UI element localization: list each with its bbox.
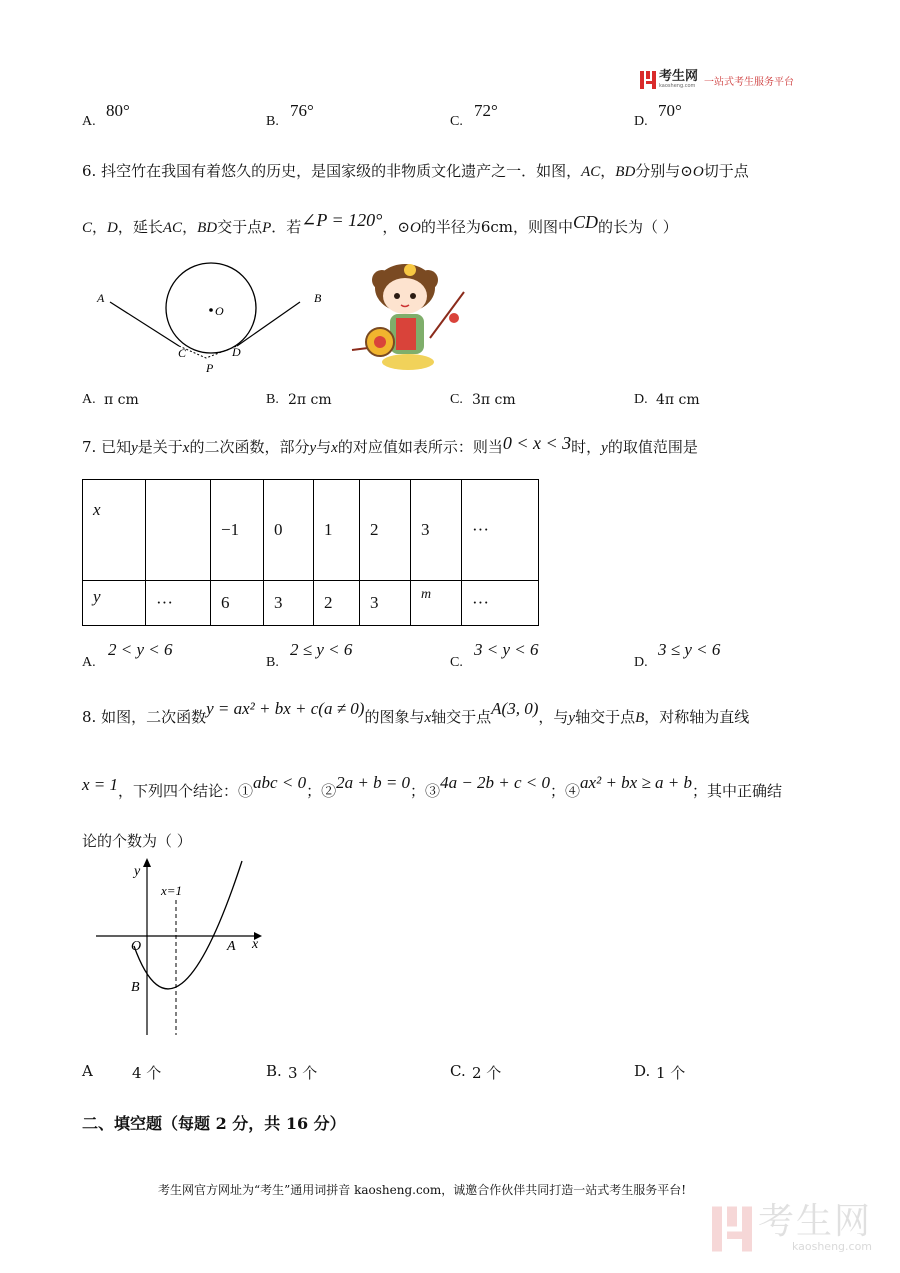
- table-cell: y: [83, 581, 146, 626]
- q8-fig-axis: x=1: [161, 883, 183, 898]
- table-cell: 3: [360, 581, 411, 626]
- q7-text-5: 的对应值如表所示：则当: [337, 438, 503, 456]
- q8-fig-b: B: [131, 980, 140, 995]
- table-cell: x: [83, 480, 146, 581]
- table-cell: ···: [462, 480, 539, 581]
- q6-line-bd: [237, 302, 300, 346]
- q8-text-1: 8. 如图，二次函数: [82, 708, 207, 726]
- q7-condition: 0 < x < 3: [502, 433, 572, 453]
- q7-text-3: 的二次函数，部分: [189, 438, 310, 456]
- q7-text-7: 的取值范围是: [607, 438, 698, 456]
- q6-p: P: [262, 220, 272, 236]
- q8-text-7: ，下列四个结论：①: [118, 782, 254, 800]
- q5-option-b-value: 76°: [290, 101, 314, 120]
- table-cell: m: [411, 581, 462, 626]
- q8-option-d-label: D.: [634, 1062, 651, 1080]
- q6-label-c: C: [178, 346, 187, 360]
- q8-text-11: ；其中正确结: [692, 782, 783, 800]
- q6-label-d: D: [232, 345, 241, 359]
- q6-text-5: 交于点: [217, 218, 263, 236]
- q5-option-c-value: 72°: [474, 101, 498, 120]
- table-cell: ···: [462, 581, 539, 626]
- q7-text-4: 与: [316, 438, 332, 456]
- q6-text-4: ，延长: [117, 218, 163, 236]
- table-cell: 6: [211, 581, 264, 626]
- q6-c: C: [82, 220, 93, 236]
- q6-angle: ∠P = 120°: [301, 210, 383, 230]
- watermark-brand: 考生网: [758, 1201, 873, 1242]
- kongzhu-girl-illustration: [350, 258, 468, 376]
- header-brand: 考生网: [659, 69, 699, 84]
- watermark-logo-icon: [712, 1206, 752, 1252]
- q6-bd-2: BD: [197, 220, 218, 236]
- q8-line3: 论的个数为（ ）: [82, 832, 192, 850]
- q6-option-a-label: A.: [82, 392, 96, 407]
- q8-line2: [82, 773, 783, 801]
- q7-y-3: y: [601, 440, 608, 456]
- q8-text-9: ；③: [410, 782, 441, 800]
- q7-option-b-value: 2 ≤ y < 6: [290, 640, 353, 659]
- q6-text-1: 6. 抖空竹在我国有着悠久的历史，是国家级的非物质文化遗产之一．如图，: [82, 162, 582, 180]
- watermark-url: kaosheng.com: [791, 1240, 873, 1253]
- q7-x-2: x: [331, 440, 338, 456]
- watermark: [712, 1201, 873, 1253]
- q6-ac-2: AC: [162, 220, 183, 236]
- q8-text-10: ；④: [550, 782, 581, 800]
- q6-text-9: 的长为（ ）: [598, 218, 678, 236]
- q5-option-c-label: C.: [450, 114, 463, 129]
- q7-stem: [82, 433, 698, 457]
- q5-option-d-label: D.: [634, 114, 648, 129]
- table-cell: ···: [146, 581, 211, 626]
- q6-option-c-label: C.: [450, 392, 463, 407]
- q7-text-1: 7. 已知: [82, 438, 132, 456]
- table-row: [83, 581, 539, 626]
- q6-text-6: ．若: [271, 218, 302, 236]
- header-url: kaosheng.com: [659, 83, 696, 89]
- q8-option-b-value: 3 个: [288, 1064, 318, 1082]
- q8-fig-a: A: [227, 939, 236, 954]
- q6-text-2: 分别与⊙: [635, 162, 693, 180]
- q8-b: B: [635, 710, 645, 726]
- q8-text-6: ，对称轴为直线: [644, 708, 750, 726]
- q5-option-d-value: 70°: [658, 101, 682, 120]
- q8-option-a-value: 4 个: [132, 1064, 162, 1082]
- q8-option-d-value: 1 个: [656, 1064, 686, 1082]
- q6-bd: BD: [615, 164, 636, 180]
- q8-text-4: ，与: [538, 708, 569, 726]
- q6-option-c-value: 3π cm: [472, 392, 516, 408]
- table-row: [83, 480, 539, 581]
- q7-option-b-label: B.: [266, 655, 279, 670]
- q6-text-8: 的半径为6cm，则图中: [420, 218, 573, 236]
- q7-option-d-label: D.: [634, 655, 648, 670]
- q8-parabola: [134, 861, 242, 989]
- q6-figure: [92, 262, 332, 378]
- q5-option-a-label: A.: [82, 114, 96, 129]
- q7-option-c-value: 3 < y < 6: [474, 640, 539, 659]
- q7-option-c-label: C.: [450, 655, 463, 670]
- q7-y: y: [131, 440, 138, 456]
- table-cell: 3: [411, 480, 462, 581]
- table-cell: −1: [211, 480, 264, 581]
- q7-x: x: [182, 440, 190, 456]
- q7-y-2: y: [309, 440, 317, 456]
- q6-sep-1: ，: [92, 218, 108, 236]
- q6-option-a-value: π cm: [104, 392, 139, 408]
- table-cell: 0: [264, 480, 314, 581]
- q8-text-3: 轴交于点: [431, 708, 492, 726]
- header-logo: [640, 71, 794, 89]
- q8-y: y: [568, 710, 576, 726]
- q6-option-b-label: B.: [266, 392, 279, 407]
- q7-text-6: 时，: [571, 438, 602, 456]
- q7-option-a-value: 2 < y < 6: [108, 640, 173, 659]
- q8-y-arrow-icon: [143, 858, 151, 867]
- q6-arc-text: CD: [572, 212, 598, 232]
- q8-axis: x = 1: [82, 775, 119, 794]
- q6-label-p: P: [206, 361, 214, 375]
- q6-arc-cd: [573, 212, 598, 232]
- q6-d: D: [107, 220, 118, 236]
- q6-center-dot: [209, 308, 213, 312]
- q6-circle: [166, 263, 256, 353]
- q6-text-7: ，⊙: [382, 218, 410, 236]
- q8-text-5: 轴交于点: [575, 708, 636, 726]
- q8-function: y = ax² + bx + c(a ≠ 0): [206, 699, 365, 718]
- table-cell: [146, 480, 211, 581]
- q8-text-2: 的图象与: [364, 708, 425, 726]
- q6-sep-2: ，: [182, 218, 198, 236]
- q8-option-c-value: 2 个: [472, 1064, 502, 1082]
- q8-conclusion-4: ax² + bx ≥ a + b: [580, 773, 693, 792]
- q6-label-b: B: [314, 291, 322, 305]
- q6-dashed-ext: [179, 346, 237, 358]
- q7-text-2: 是关于: [137, 438, 183, 456]
- q8-line1: [82, 699, 750, 727]
- q8-conclusion-2: 2a + b = 0: [336, 773, 411, 792]
- q8-option-c-label: C.: [450, 1062, 466, 1080]
- q8-option-b-label: B.: [266, 1062, 282, 1080]
- q6-o: O: [692, 164, 704, 180]
- q8-conclusion-1: abc < 0: [253, 773, 307, 792]
- q8-fig-y: y: [134, 864, 141, 879]
- table-cell: 2: [314, 581, 360, 626]
- q8-point-a: A(3, 0): [491, 699, 539, 718]
- q6-label-o: O: [215, 304, 224, 318]
- q5-option-a-value: 80°: [106, 101, 130, 120]
- q7-option-a-label: A.: [82, 655, 96, 670]
- q6-option-b-value: 2π cm: [288, 392, 332, 408]
- q8-graph: [90, 855, 270, 1040]
- table-cell: 3: [264, 581, 314, 626]
- table-cell: 1: [314, 480, 360, 581]
- q8-fig-o: O: [131, 939, 142, 954]
- q6-option-d-label: D.: [634, 392, 648, 407]
- q7-table: [82, 479, 539, 626]
- header-slogan: 一站式考生服务平台: [704, 76, 795, 88]
- q6-option-d-value: 4π cm: [656, 392, 700, 408]
- q6-text-3: 切于点: [703, 162, 749, 180]
- q6-o-2: O: [409, 220, 421, 236]
- q6-label-a: A: [97, 291, 105, 305]
- kaosheng-logo-icon: [640, 71, 656, 89]
- q8-fig-x: x: [252, 937, 259, 952]
- q5-option-b-label: B.: [266, 114, 279, 129]
- table-cell: 2: [360, 480, 411, 581]
- q6-line2: [82, 210, 678, 237]
- section-2-title: 二、填空题（每题 2 分，共 16 分）: [82, 1114, 346, 1133]
- q7-option-d-value: 3 ≤ y < 6: [658, 640, 721, 659]
- q6-line1: 6. 抖空竹在我国有着悠久的历史，是国家级的非物质文化遗产之一．如图，AC，BD分别与⊙O切于点: [82, 162, 749, 180]
- q6-ac: AC: [581, 164, 601, 180]
- footer-text: 考生网官方网址为“考生”通用词拼音 kaosheng.com，诚邀合作伙伴共同打造一站式考生服务平台!: [158, 1183, 687, 1197]
- q8-text-8: ；②: [306, 782, 337, 800]
- q8-conclusion-3: 4a − 2b + c < 0: [440, 773, 551, 792]
- q8-x: x: [424, 710, 432, 726]
- q8-option-a-label: A: [82, 1062, 93, 1080]
